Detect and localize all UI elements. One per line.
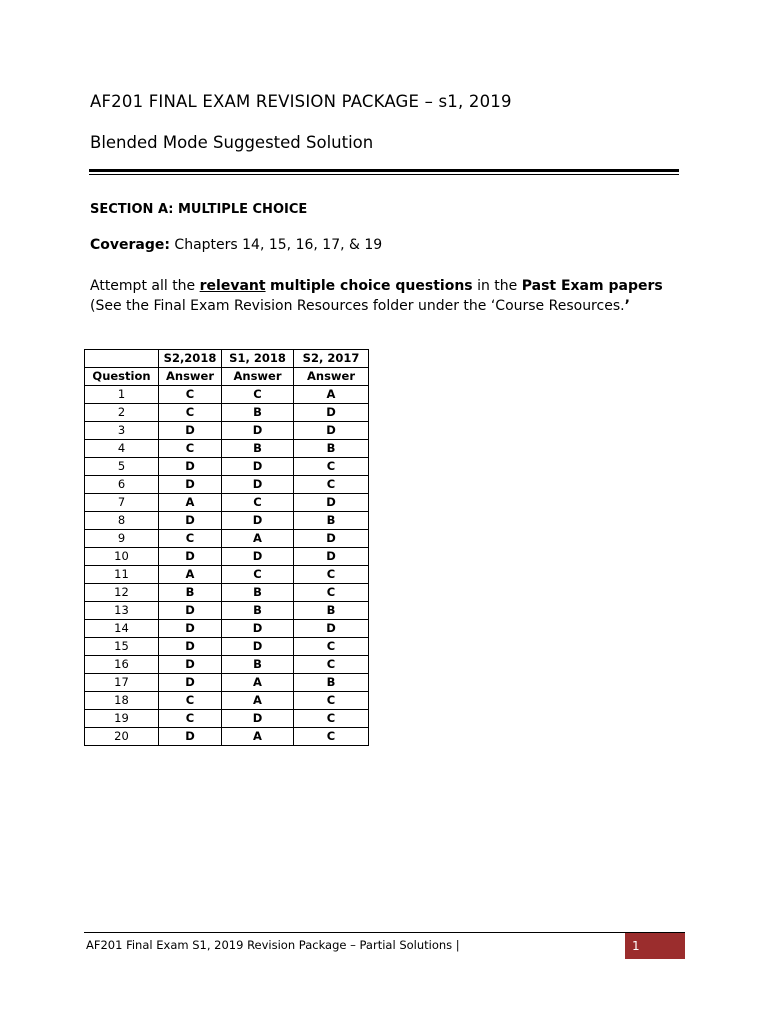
answer-cell: C [222,386,294,404]
answer-cell: C [159,692,222,710]
question-number-cell: 14 [85,620,159,638]
answer-cell: D [222,620,294,638]
table-row [85,566,369,584]
answer-cell: A [222,692,294,710]
mcq-emphasis: multiple choice questions [270,278,473,294]
question-number-cell: 1 [85,386,159,404]
table-row [85,494,369,512]
answer-cell: C [294,728,369,746]
answer-cell: D [294,530,369,548]
question-number-cell: 2 [85,404,159,422]
table-header-cell [85,350,159,368]
question-number-cell: 10 [85,548,159,566]
table-row [85,602,369,620]
document-subtitle: Blended Mode Suggested Solution [90,133,374,152]
header-divider-thick [89,169,679,172]
answer-cell: D [222,512,294,530]
answer-cell: C [294,638,369,656]
answer-cell: C [222,494,294,512]
answer-cell: B [222,656,294,674]
answer-cell: C [159,404,222,422]
table-row [85,710,369,728]
coverage-line [90,237,382,253]
coverage-label: Coverage: [90,237,170,253]
question-number-cell: 3 [85,422,159,440]
table-header-cell: S1, 2018 [222,350,294,368]
answer-cell: D [159,656,222,674]
answer-cell: B [294,602,369,620]
table-header-cell: Question [85,368,159,386]
section-heading: SECTION A: MULTIPLE CHOICE [90,202,308,217]
table-header-cell: S2,2018 [159,350,222,368]
table-header-row-labels [85,368,369,386]
answer-table [84,349,369,746]
question-number-cell: 6 [85,476,159,494]
answer-cell: D [222,710,294,728]
table-row [85,458,369,476]
question-number-cell: 4 [85,440,159,458]
table-row [85,692,369,710]
answer-cell: B [294,674,369,692]
answer-cell: D [222,458,294,476]
answer-cell: D [222,422,294,440]
answer-cell: B [294,440,369,458]
relevant-emphasis: relevant [199,278,266,294]
answer-cell: D [222,638,294,656]
table-header-row-years [85,350,369,368]
table-row [85,530,369,548]
answer-cell: B [222,602,294,620]
table-header-cell: Answer [294,368,369,386]
answer-cell: A [222,674,294,692]
table-row [85,620,369,638]
table-header-cell: S2, 2017 [294,350,369,368]
header-divider-thin [89,174,679,175]
past-papers-emphasis: Past Exam papers [521,278,663,294]
answer-cell: D [159,476,222,494]
table-row [85,404,369,422]
answer-cell: B [222,440,294,458]
question-number-cell: 15 [85,638,159,656]
question-number-cell: 7 [85,494,159,512]
table-row [85,512,369,530]
question-number-cell: 12 [85,584,159,602]
answer-cell: A [294,386,369,404]
answer-cell: C [294,710,369,728]
answer-cell: D [222,548,294,566]
answer-cell: B [294,512,369,530]
document-title: AF201 FINAL EXAM REVISION PACKAGE – s1, 2019 [90,92,512,111]
answer-cell: A [159,566,222,584]
question-number-cell: 20 [85,728,159,746]
table-row [85,656,369,674]
answer-cell: C [294,458,369,476]
question-number-cell: 11 [85,566,159,584]
question-number-cell: 13 [85,602,159,620]
answer-cell: D [294,422,369,440]
instructions-text-4: (See the Final Exam Revision Resources folder under the ‘Course Resources. [90,298,625,314]
answer-cell: D [222,476,294,494]
table-row [85,440,369,458]
answer-cell: C [294,656,369,674]
instructions-closing-quote: ’ [624,298,630,314]
answer-cell: C [294,692,369,710]
question-number-cell: 19 [85,710,159,728]
answer-cell: C [159,530,222,548]
answer-cell: A [222,530,294,548]
answer-cell: B [222,584,294,602]
answer-cell: C [294,584,369,602]
footer-divider [84,932,685,933]
question-number-cell: 18 [85,692,159,710]
answer-cell: D [159,422,222,440]
answer-cell: D [159,458,222,476]
question-number-cell: 17 [85,674,159,692]
table-row [85,386,369,404]
answer-cell: C [222,566,294,584]
answer-cell: A [222,728,294,746]
answer-cell: D [159,512,222,530]
table-row [85,476,369,494]
answer-cell: D [159,602,222,620]
answer-cell: D [294,548,369,566]
question-number-cell: 16 [85,656,159,674]
instructions-paragraph [90,276,690,316]
table-row [85,584,369,602]
answer-cell: D [159,638,222,656]
answer-cell: B [159,584,222,602]
instructions-text-1: Attempt all the [90,278,200,294]
answer-cell: D [294,404,369,422]
answer-cell: C [159,440,222,458]
answer-cell: B [222,404,294,422]
answer-cell: D [159,728,222,746]
table-row [85,674,369,692]
table-row [85,422,369,440]
table-row [85,548,369,566]
footer-text: AF201 Final Exam S1, 2019 Revision Package – Partial Solutions | [86,938,460,952]
answer-cell: D [294,620,369,638]
answer-cell: D [294,494,369,512]
table-header-cell: Answer [222,368,294,386]
question-number-cell: 9 [85,530,159,548]
answer-cell: A [159,494,222,512]
answer-cell: C [159,710,222,728]
table-row [85,638,369,656]
coverage-value: Chapters 14, 15, 16, 17, & 19 [169,237,383,253]
answer-cell: C [159,386,222,404]
table-header-cell: Answer [159,368,222,386]
answer-cell: D [159,548,222,566]
answer-cell: D [159,620,222,638]
question-number-cell: 5 [85,458,159,476]
question-number-cell: 8 [85,512,159,530]
answer-cell: C [294,566,369,584]
answer-cell: C [294,476,369,494]
answer-cell: D [159,674,222,692]
page-number: 1 [625,933,685,959]
instructions-text-3: in the [472,278,522,294]
table-row [85,728,369,746]
